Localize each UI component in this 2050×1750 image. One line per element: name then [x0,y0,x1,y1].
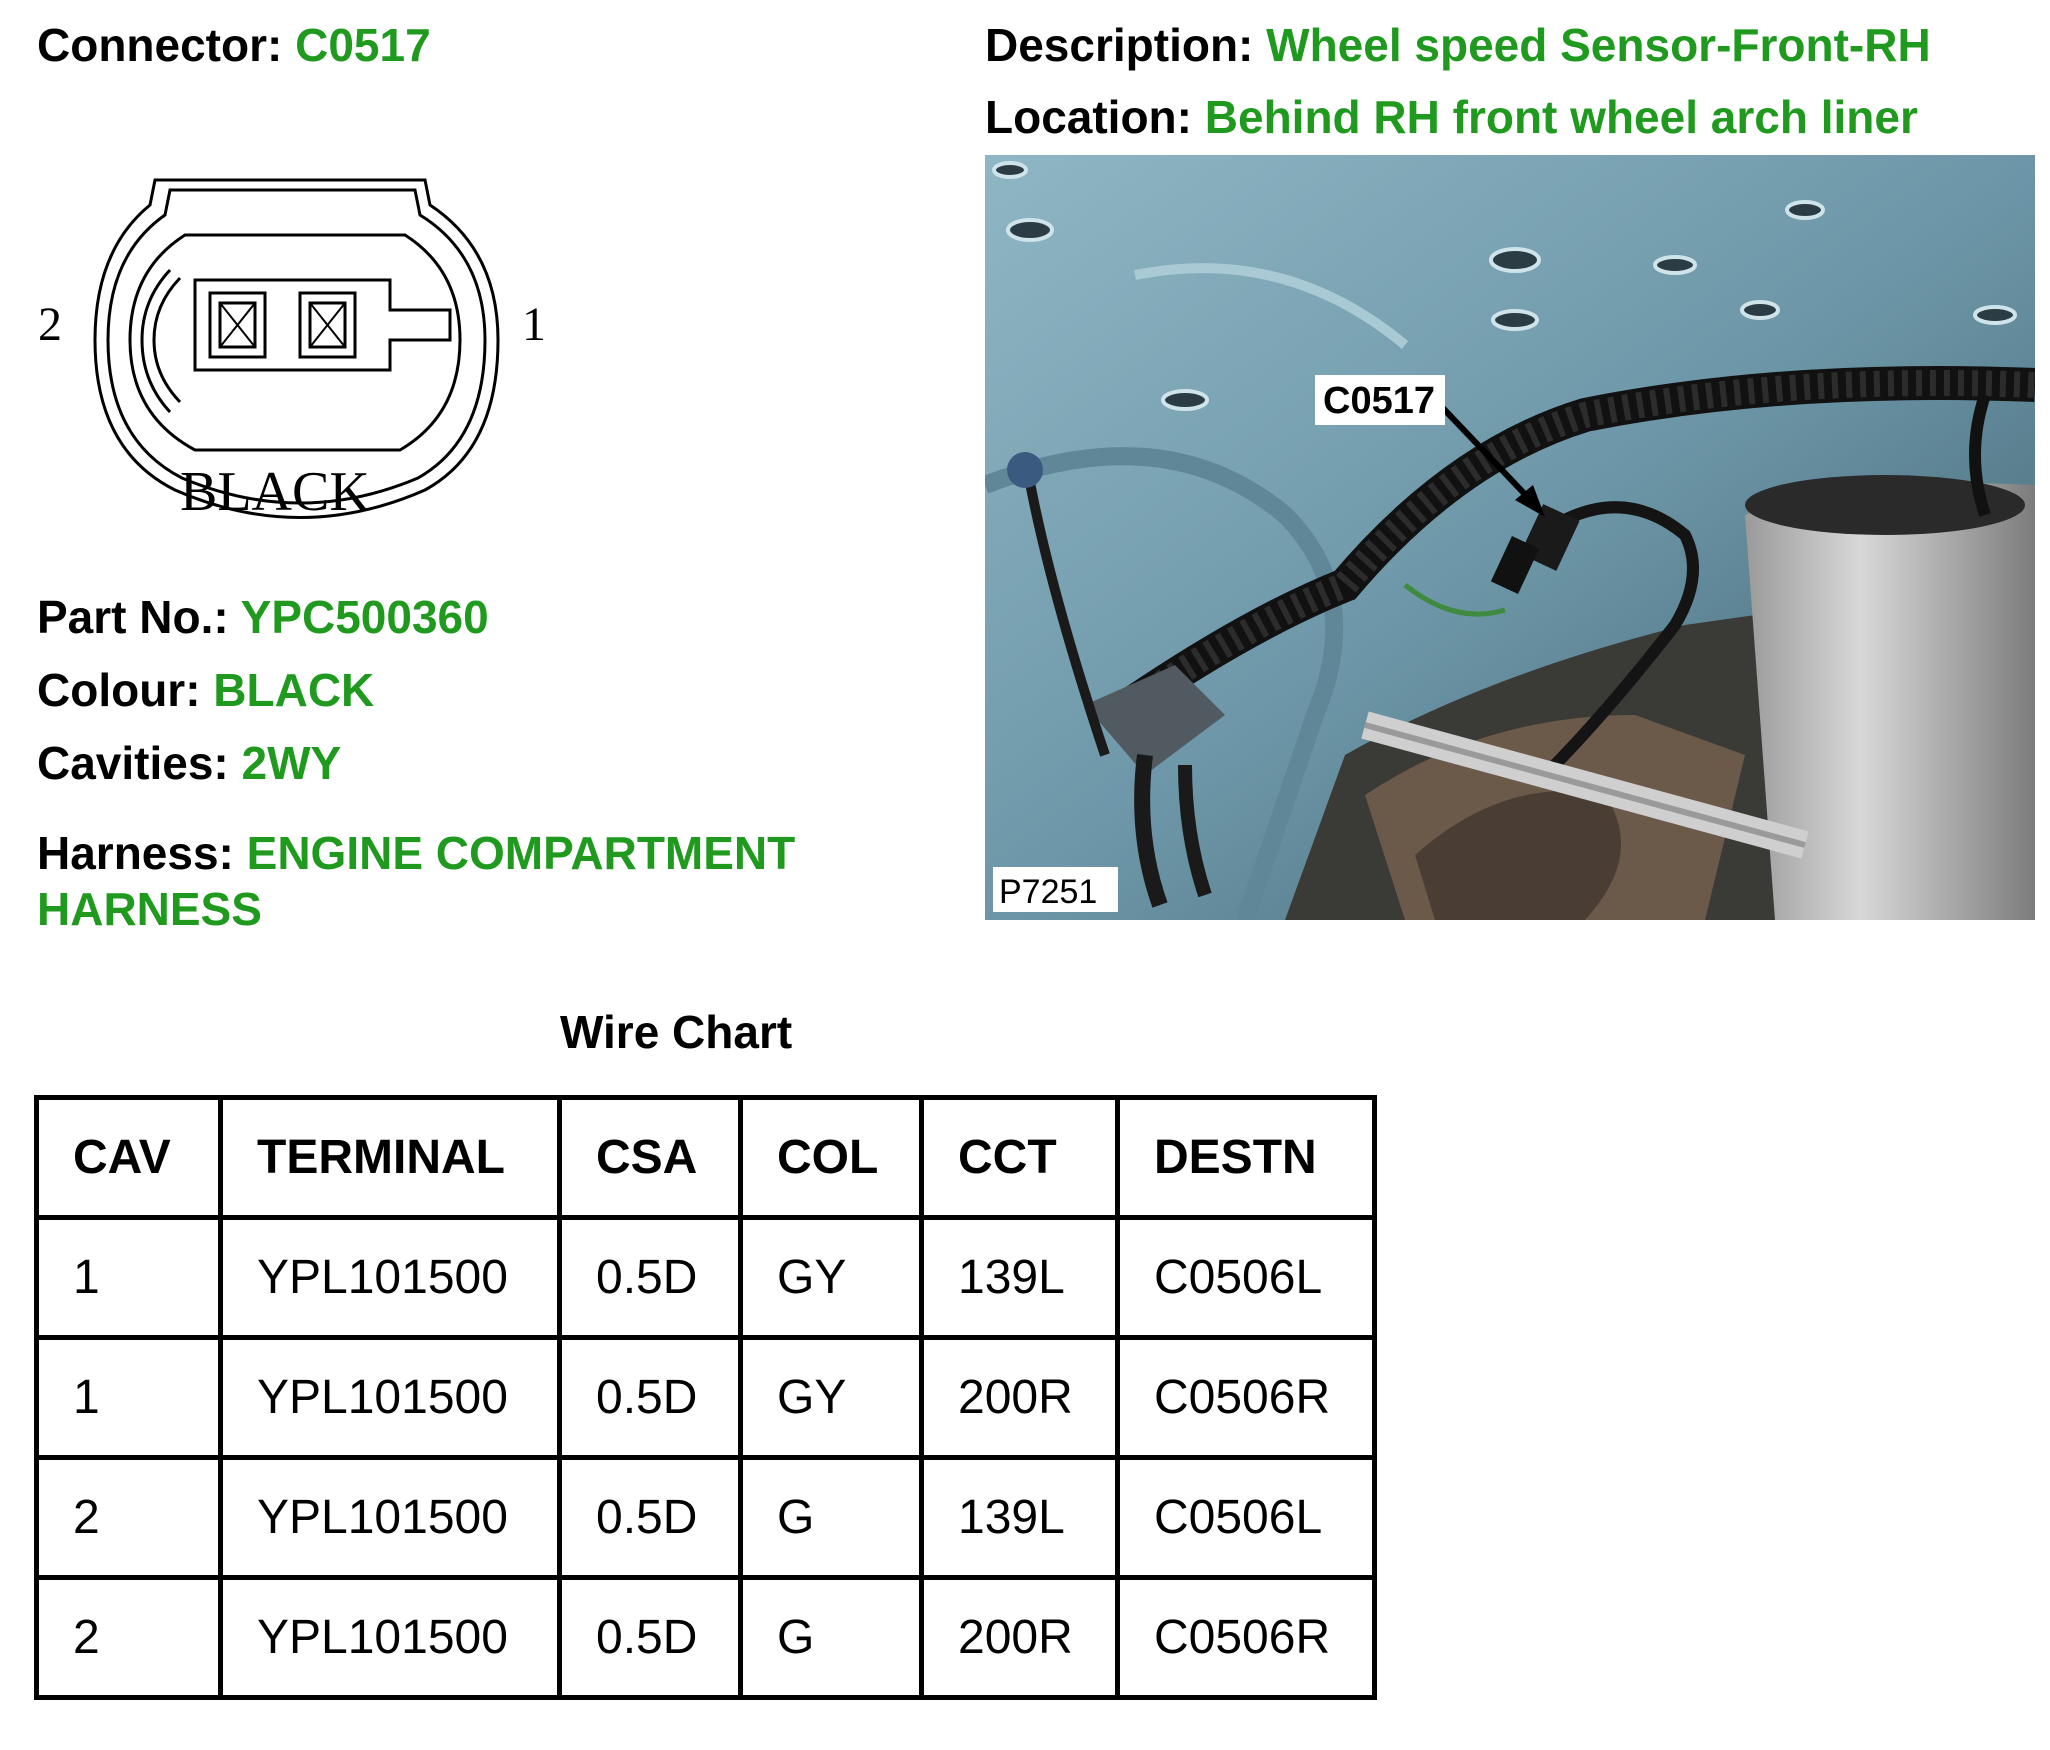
photo-callout-label: C0517 [1323,380,1435,422]
cell-col: G [741,1578,922,1698]
cell-terminal: YPL101500 [221,1458,560,1578]
harness-value: ENGINE COMPARTMENT HARNESS [37,827,796,935]
cell-cav: 2 [37,1458,221,1578]
wire-chart-table [34,1095,1377,1700]
connector-colour-label: BLACK [180,461,370,523]
part-number-label: Part No.: [37,591,229,643]
cell-cct: 139L [922,1458,1118,1578]
wire-chart-title: Wire Chart [560,1006,793,1058]
connector-label: Connector: [37,19,283,71]
cell-destn: C0506R [1118,1338,1375,1458]
description-label: Description: [985,19,1254,71]
cell-cct: 200R [922,1338,1118,1458]
cell-terminal: YPL101500 [221,1218,560,1338]
pin-1-label: 1 [522,298,546,351]
table-row [37,1458,1375,1578]
cell-csa: 0.5D [560,1218,741,1338]
connector-heading [37,18,431,72]
header-destn: DESTN [1118,1098,1375,1218]
cell-cct: 139L [922,1218,1118,1338]
header-cav: CAV [37,1098,221,1218]
colour-value: BLACK [213,664,375,716]
cavities-label: Cavities: [37,737,229,789]
colour-label: Colour: [37,664,201,716]
header-col: COL [741,1098,922,1218]
header-cct: CCT [922,1098,1118,1218]
connector-face-diagram [30,160,570,540]
photo-reference-label: P7251 [999,873,1098,911]
table-row [37,1338,1375,1458]
description-value: Wheel speed Sensor-Front-RH [1266,19,1931,71]
table-row [37,1218,1375,1338]
part-number-value: YPC500360 [240,591,489,643]
pin-2-label: 2 [38,298,62,351]
location-label: Location: [985,91,1192,143]
table-row [37,1578,1375,1698]
cell-cav: 1 [37,1218,221,1338]
cell-csa: 0.5D [560,1338,741,1458]
colour-row [37,663,374,717]
cell-cct: 200R [922,1578,1118,1698]
cell-terminal: YPL101500 [221,1578,560,1698]
cell-col: GY [741,1338,922,1458]
cavities-value: 2WY [241,737,342,789]
cell-col: GY [741,1218,922,1338]
harness-row [37,825,917,937]
location-heading [985,90,1918,144]
location-photo [985,155,2035,920]
location-value: Behind RH front wheel arch liner [1204,91,1918,143]
cell-csa: 0.5D [560,1458,741,1578]
table-header-row [37,1098,1375,1218]
header-csa: CSA [560,1098,741,1218]
cell-cav: 2 [37,1578,221,1698]
cell-destn: C0506R [1118,1578,1375,1698]
cavities-row [37,736,341,790]
connector-value: C0517 [295,19,431,71]
description-heading [985,18,1931,72]
cell-col: G [741,1458,922,1578]
cell-destn: C0506L [1118,1218,1375,1338]
part-number-row [37,590,489,644]
cell-csa: 0.5D [560,1578,741,1698]
harness-label: Harness: [37,827,234,879]
cell-terminal: YPL101500 [221,1338,560,1458]
header-terminal: TERMINAL [221,1098,560,1218]
cell-cav: 1 [37,1338,221,1458]
cell-destn: C0506L [1118,1458,1375,1578]
